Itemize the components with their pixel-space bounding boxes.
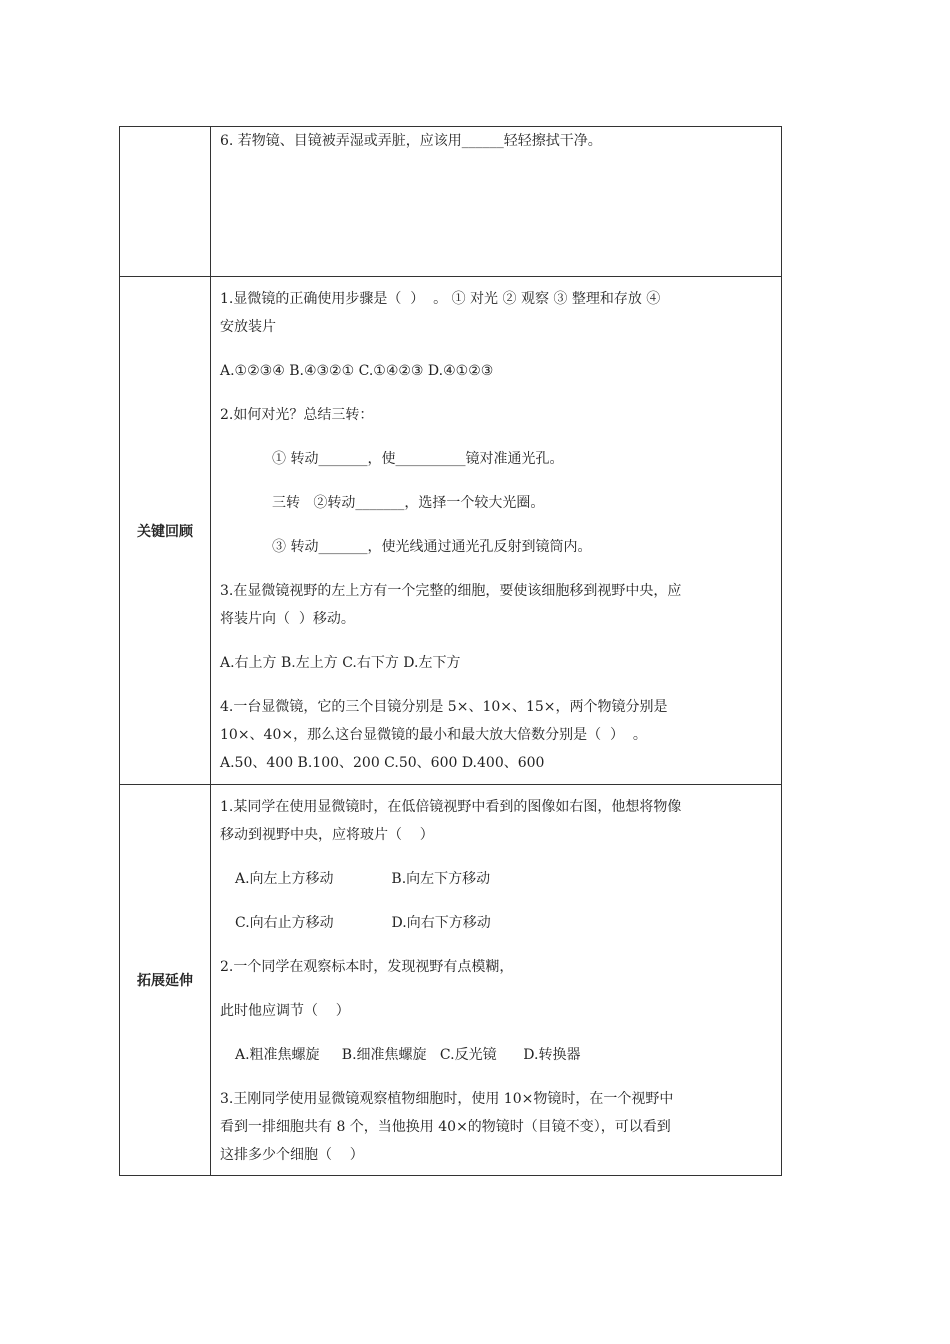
- question-4-options: A.50、400 B.100、200 C.50、600 D.400、600: [220, 755, 545, 771]
- question-2-step-c: ③ 转动_______，使光线通过通光孔反射到镜筒内。: [272, 539, 592, 555]
- ext-question-2-line-1: 2.一个同学在观察标本时，发现视野有点模糊，: [220, 959, 514, 975]
- question-1-options: A.①②③④ B.④③②① C.①④②③ D.④①②③: [220, 363, 494, 379]
- question-1-line-2: 安放装片: [220, 319, 276, 335]
- ext-question-3-line-3: 这排多少个细胞（ ）: [220, 1147, 364, 1163]
- table-row: [120, 127, 782, 277]
- question-3-line-2: 将装片向（ ）移动。: [220, 611, 355, 627]
- ext-question-2-options: A.粗准焦螺旋 B.细准焦螺旋 C.反光镜 D.转换器: [235, 1047, 581, 1063]
- ext-question-1-line-1: 1.某同学在使用显微镜时，在低倍镜视野中看到的图像如右图，他想将物像: [220, 799, 682, 815]
- ext-question-3-line-2: 看到一排细胞共有 8 个，当他换用 40×的物镜时（目镜不变），可以看到: [220, 1119, 671, 1135]
- ext-question-1-line-2: 移动到视野中央，应将玻片（ ）: [220, 827, 434, 843]
- question-3-line-1: 3.在显微镜视野的左上方有一个完整的细胞，要使该细胞移到视野中央，应: [220, 583, 682, 599]
- row-content: [211, 127, 782, 277]
- ext-question-1-options-ab: A.向左上方移动 B.向左下方移动: [235, 871, 491, 887]
- table-row: [120, 785, 782, 1176]
- row-content: [211, 785, 782, 1176]
- ext-question-3-line-1: 3.王刚同学使用显微镜观察植物细胞时，使用 10×物镜时，在一个视野中: [220, 1091, 674, 1107]
- row-content: [211, 277, 782, 785]
- table-row: [120, 277, 782, 785]
- question-4-line-2: 10×、40×，那么这台显微镜的最小和最大放大倍数分别是（ ） 。: [220, 727, 647, 743]
- worksheet-table: [119, 126, 782, 1176]
- question-6: 6. 若物镜、目镜被弄湿或弄脏，应该用______轻轻擦拭干净。: [220, 133, 602, 149]
- question-3-options: A.右上方 B.左上方 C.右下方 D.左下方: [220, 655, 461, 671]
- question-1-line-1: 1.显微镜的正确使用步骤是（ ） 。 ① 对光 ② 观察 ③ 整理和存放 ④: [220, 291, 661, 307]
- ext-question-1-options-cd: C.向右止方移动 D.向右下方移动: [235, 915, 491, 931]
- question-2: 2.如何对光？总结三转：: [220, 407, 374, 423]
- row-label-key-review: 关键回顾: [120, 277, 211, 785]
- question-2-step-b: 三转 ②转动_______，选择一个较大光圈。: [272, 495, 545, 511]
- row-label-empty: [120, 127, 211, 277]
- question-2-step-a: ① 转动_______，使__________镜对准通光孔。: [272, 451, 564, 467]
- row-label-extension: 拓展延伸: [120, 785, 211, 1176]
- question-4-line-1: 4.一台显微镜，它的三个目镜分别是 5×、10×、15×，两个物镜分别是: [220, 699, 668, 715]
- ext-question-2-line-2: 此时他应调节（ ）: [220, 1003, 350, 1019]
